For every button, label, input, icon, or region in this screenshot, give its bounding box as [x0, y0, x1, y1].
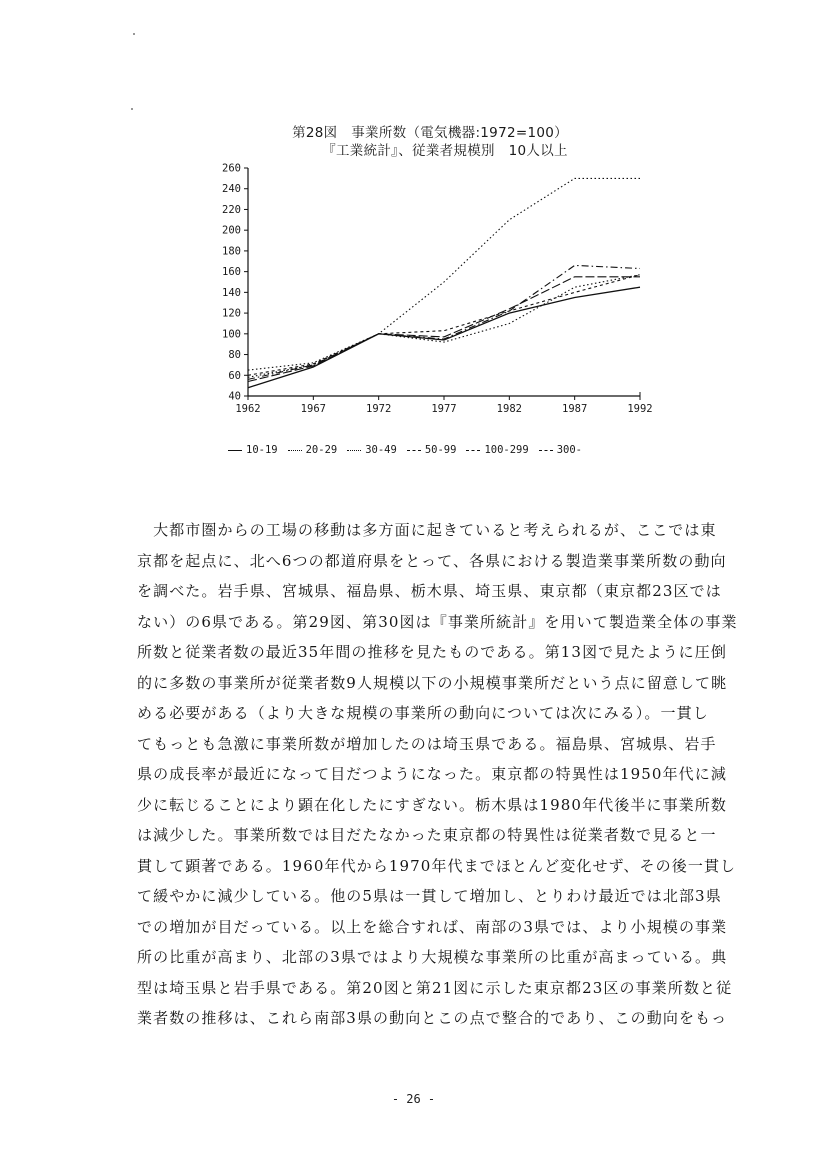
y-tick-label: 100: [222, 328, 241, 341]
chart-legend: [228, 444, 582, 456]
x-tick-label: 1982: [496, 403, 522, 415]
text-line: 所数と従業者数の最近35年間の推移を見たものである。第13図で見たように圧倒: [137, 643, 727, 661]
y-tick-label: 220: [222, 203, 241, 216]
legend-label: 100-299: [484, 444, 529, 456]
legend-swatch: [288, 450, 302, 451]
legend-item: [466, 444, 528, 456]
y-tick-label: 180: [222, 245, 241, 258]
series-line-30-49: [248, 178, 640, 370]
y-tick-label: 80: [228, 349, 241, 362]
legend-label: 20-29: [305, 444, 338, 456]
text-line: 型は埼玉県と岩手県である。第20図と第21図に示した東京都23区の事業所数と従: [137, 978, 733, 997]
series-line-20-29: [248, 275, 640, 378]
text-line: 県の成長率が最近になって目だつようになった。東京都の特異性は1950年代に減: [137, 765, 727, 783]
text-line: める必要がある（より大きな規模の事業所の動向については次にみる）。一貫し: [137, 704, 709, 722]
legend-item: [228, 444, 278, 456]
text-line: てもっとも急激に事業所数が増加したのは埼玉県である。福島県、宮城県、岩手: [137, 734, 717, 753]
legend-item: [347, 444, 397, 456]
legend-swatch: [407, 450, 421, 451]
legend-label: 30-49: [365, 444, 397, 456]
x-tick-label: 1992: [627, 403, 653, 415]
scan-speck: [131, 108, 133, 110]
legend-label: 50-99: [424, 444, 457, 456]
legend-swatch: [466, 450, 480, 451]
y-tick-label: 260: [222, 162, 241, 175]
y-tick-label: 140: [222, 286, 241, 299]
text-line: は減少した。事業所数では目だたなかった東京都の特異性は従業者数で見ると一: [137, 826, 717, 844]
scan-speck: [133, 33, 135, 35]
legend-item: [539, 444, 582, 456]
legend-item: [407, 444, 457, 456]
text-line: 少に転じることにより顕在化したにすぎない。栃木県は1980年代後半に事業所数: [137, 795, 727, 814]
figure-subtitle: 『工業統計』、従業者規模別 10人以上: [322, 143, 568, 159]
x-tick-label: 1962: [235, 403, 261, 415]
line-chart: [190, 160, 670, 420]
page-number: - 26 -: [391, 1092, 436, 1106]
series-line-300-: [248, 275, 640, 376]
text-line: 大都市圏からの工場の移動は多方面に起きていると考えられるが、ここでは東: [137, 521, 717, 539]
legend-label: 10-19: [246, 444, 278, 456]
legend-label: 300-: [556, 444, 582, 456]
y-tick-label: 60: [228, 369, 241, 382]
text-line: を調べた。岩手県、宮城県、福島県、栃木県、埼玉県、東京都（東京都23区では: [137, 582, 722, 600]
text-line: ない）の6県である。第29図、第30図は『事業所統計』を用いて製造業全体の事業: [137, 612, 738, 631]
x-tick-label: 1967: [300, 403, 326, 415]
text-line: て緩やかに減少している。他の5県は一貫して増加し、とりわけ最近では北部3県: [137, 887, 722, 905]
text-line: での増加が目だっている。以上を総合すれば、南部の3県では、より小規模の事業: [137, 917, 728, 936]
y-tick-label: 40: [228, 390, 241, 403]
y-tick-label: 240: [222, 183, 241, 196]
legend-item: [288, 444, 338, 456]
text-line: 所の比重が高まり、北部の3県ではより大規模な事業所の比重が高まっている。典: [137, 948, 728, 966]
text-line: 業者数の推移は、これら南部3県の動向とこの点で整合的であり、この動向をもっ: [137, 1009, 728, 1027]
text-line: 京都を起点に、北へ6つの都道府県をとって、各県における製造業事業所数の動向: [137, 551, 727, 570]
legend-swatch: [228, 450, 242, 451]
text-line: 貫して顕著である。1960年代から1970年代までほとんど変化せず、その後一貫し: [137, 856, 737, 875]
legend-swatch: [539, 450, 553, 451]
y-tick-label: 120: [222, 307, 241, 320]
x-tick-label: 1987: [562, 403, 588, 415]
y-tick-label: 160: [222, 266, 241, 279]
body-paragraph: [137, 515, 738, 1034]
figure-title: 第28図 事業所数（電気機器:1972=100）: [292, 125, 568, 141]
legend-swatch: [347, 450, 361, 451]
text-line: 的に多数の事業所が従業者数9人規模以下の小規模事業所だという点に留意して眺: [137, 673, 728, 692]
x-tick-label: 1972: [366, 403, 392, 415]
x-tick-label: 1977: [431, 403, 457, 415]
y-tick-label: 200: [222, 224, 241, 237]
